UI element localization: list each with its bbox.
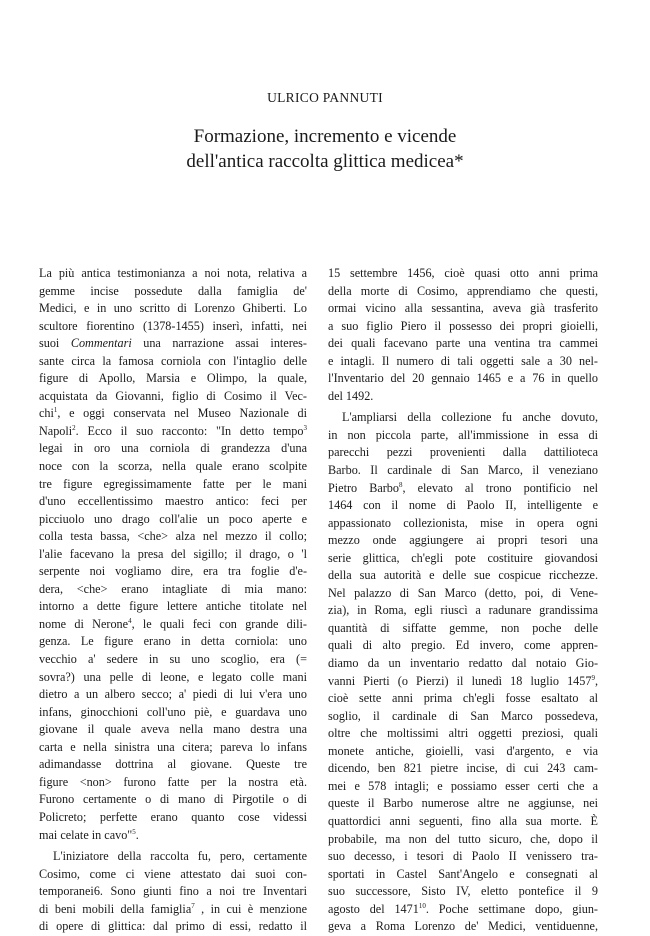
footnote-marker[interactable]: 4 bbox=[128, 616, 132, 625]
text-run: di beni mobili della famiglia bbox=[39, 901, 192, 916]
text-line: Cosimo, come ci viene attestato dai suoi con- bbox=[39, 866, 307, 881]
footnote-marker[interactable]: 2 bbox=[72, 423, 76, 432]
text-line: diamo da un inventario redatto dal notaio Gio- bbox=[328, 656, 598, 671]
text-line: legai in oro una corniola di grandezza d'una bbox=[39, 441, 307, 456]
text-run: Napoli bbox=[39, 423, 73, 438]
article-title bbox=[0, 124, 650, 174]
text-line: queste il Barbo numerose altre ne aggiunse, nei bbox=[328, 796, 598, 811]
text-line: probabile, ma non del tutto sicuro, che, dopo il bbox=[328, 831, 598, 846]
author-name: ULRICO PANNUTI bbox=[267, 90, 383, 105]
text-line bbox=[39, 335, 307, 353]
text-line: adimandasse dottrina al giovane. Queste tre bbox=[39, 757, 307, 772]
right-text-column bbox=[328, 265, 598, 936]
text-line: serpente noi vogliamo dire, era tra foglie d'e- bbox=[39, 564, 307, 579]
text-line: colla testa bassa, <che> alza nel mezzo il collo; bbox=[39, 529, 307, 544]
text-run: Pietro Barbo bbox=[328, 480, 399, 495]
text-line: quantità di siffatte gemme, non poche delle bbox=[328, 620, 598, 635]
text-line: figure <non> furono fatte per la nostra età. bbox=[39, 774, 307, 789]
text-run: chi bbox=[39, 406, 54, 421]
footnote-marker[interactable]: 5 bbox=[132, 827, 136, 836]
text-line: cioè sette anni prima ch'egli fosse esaltato al bbox=[328, 691, 598, 706]
text-run: , elevato al trono pontificio nel bbox=[402, 480, 598, 495]
text-line: 15 settembre 1456, cioè quasi otto anni prima bbox=[328, 266, 598, 280]
text-line bbox=[39, 405, 307, 423]
text-line: del 1492. bbox=[328, 388, 374, 403]
text-line bbox=[39, 827, 307, 845]
text-line: La più antica testimonianza a noi nota, relativa a bbox=[39, 266, 307, 280]
text-line: monete antiche, gioielli, vasi d'argento, e via bbox=[328, 743, 598, 758]
text-line: soglio, il cardinale di San Marco possedeva, bbox=[328, 708, 598, 723]
text-line: della sua autorità e delle sue cospicue ricchezze. bbox=[328, 568, 598, 583]
text-run: vanni Pierti (o Pierzi) il lunedì 18 luglio 1457 bbox=[328, 673, 592, 688]
text-line: acquistata da Giovanni, figlio di Cosimo il Vec- bbox=[39, 388, 307, 403]
text-line: geva a Roma Lorenzo de' Medici, ventiduenne, bbox=[328, 919, 598, 934]
text-line bbox=[39, 901, 307, 919]
text-line: zia), in Roma, egli riuscì a radunare grandissima bbox=[328, 603, 598, 618]
text-line: suo successore, Sisto IV, eletto pontefice il 9 bbox=[328, 884, 598, 899]
text-line: a suo figlio Piero il possesso dei propri gioielli, bbox=[328, 318, 598, 333]
text-line bbox=[328, 901, 598, 919]
text-line: carta e nella sinistra una citera; pareva lo infans bbox=[39, 739, 307, 754]
text-line: della morte di Cosimo, apprendiamo che questi, bbox=[328, 283, 598, 298]
text-line: Medici, e in uno scritto di Lorenzo Ghiberti. Lo bbox=[39, 301, 307, 316]
text-line: dera, <che> erano intagliate di mia mano: bbox=[39, 581, 307, 596]
text-line: Policreto; perfette erano quanto cose videssi bbox=[39, 809, 307, 824]
text-run: suoi bbox=[39, 336, 71, 351]
text-line bbox=[39, 423, 307, 441]
text-line: dietro a un albero secco; a' piedi di lui v'era uno bbox=[39, 687, 307, 702]
text-line: infans, ginocchioni coll'uno piè, e guardava uno bbox=[39, 704, 307, 719]
text-run: , bbox=[594, 673, 598, 688]
text-line: Furono certamente o di mano di Pirgotile o di bbox=[39, 792, 307, 807]
text-line: d'uno eccellentissimo maestro antico: feci per bbox=[39, 494, 307, 509]
text-run: , le quali feci con grande dili- bbox=[131, 616, 307, 631]
text-line: l'alie facevano la presa del sigillo; il drago, o 'l bbox=[39, 546, 307, 561]
text-line: in non piccola parte, all'immissione in essa di bbox=[328, 427, 598, 442]
text-line bbox=[328, 480, 598, 498]
text-line: l'Inventario del 20 gennaio 1465 e a 76 in quello bbox=[328, 371, 598, 386]
text-line: L'iniziatore della raccolta fu, pero, certamente bbox=[53, 849, 307, 864]
text-line: e intagli. Il numero di tali oggetti sale a 30 nel- bbox=[328, 353, 598, 368]
text-run: , in cui è menzione bbox=[194, 901, 307, 916]
text-run: agosto del 1471 bbox=[328, 901, 419, 916]
text-run: , e oggi conservata nel Museo Nazionale di bbox=[57, 406, 307, 421]
text-line: dicendo, ben 821 pietre incise, di cui 243 cam- bbox=[328, 761, 598, 776]
footnote-marker[interactable]: 1 bbox=[53, 406, 58, 415]
text-line: sante circa la famosa corniola con l'intaglio delle bbox=[39, 353, 307, 368]
text-line: Nel palazzo di San Marco (detto, poi, di Vene- bbox=[328, 585, 598, 600]
text-line: quattordici anni seguenti, fino alla sua morte. È bbox=[328, 813, 598, 828]
left-text-column bbox=[39, 265, 307, 936]
footnote-marker[interactable]: 9 bbox=[591, 673, 595, 682]
title-line: Formazione, incremento e vicende bbox=[193, 126, 457, 147]
footnote-marker[interactable]: 8 bbox=[399, 480, 403, 489]
footnote-marker[interactable]: 10 bbox=[418, 901, 426, 910]
text-line bbox=[328, 673, 598, 691]
text-line: genza. Le figure erano in detta corniola: uno bbox=[39, 634, 307, 649]
text-line: sovra?) una pelle di leone, e legato colle mani bbox=[39, 669, 307, 684]
text-line: parecchi pezzi provenienti dalla dattilioteca bbox=[328, 445, 598, 460]
text-line: appassionato collezionista, mise in opera ogni bbox=[328, 515, 598, 530]
text-line: 1464 con il nome di Paolo II, intelligente e bbox=[328, 498, 598, 513]
text-line: figure di Apollo, Marsia e Olimpo, la quale, bbox=[39, 371, 307, 386]
text-line: dei quali facevano parte una ventina tra cammei bbox=[328, 336, 598, 351]
text-line: di opere di glittica: dal primo di essi, redatto il bbox=[39, 919, 307, 934]
text-run: nome di Nerone bbox=[39, 616, 129, 631]
text-line: oltre che moltissimi altri oggetti preziosi, quali bbox=[328, 726, 598, 741]
text-line: mezzo onde aggiungere ai propri tesori una bbox=[328, 533, 598, 548]
italic-title: Commentari bbox=[70, 336, 132, 351]
text-line bbox=[39, 616, 307, 634]
text-line: gemme incise possedute dalla famiglia de' bbox=[39, 283, 307, 298]
footnote-marker[interactable]: 3 bbox=[303, 423, 307, 432]
text-line: L'ampliarsi della collezione fu anche dovuto, bbox=[342, 410, 598, 425]
text-line: suo decesso, i tesori di Paolo II venissero tra- bbox=[328, 849, 598, 864]
text-line: temporanei6. Sono giunti fino a noi tre Inventari bbox=[39, 884, 307, 899]
text-line: tre figure egregissimamente fatte per le mani bbox=[39, 476, 307, 491]
text-line: mei e 578 intagli; e possiamo esser certi che a bbox=[328, 778, 598, 793]
text-line: sportati in Castel Sant'Angelo e consegnati al bbox=[328, 866, 598, 881]
text-line: ormai vicino alla sessantina, aveva già trasferito bbox=[328, 301, 598, 316]
title-line: dell'antica raccolta glittica medicea* bbox=[186, 151, 464, 172]
text-line: intorno a dette figure lettere antiche titolate nel bbox=[39, 599, 307, 614]
text-run: . Ecco il suo racconto: "In detto tempo bbox=[75, 423, 304, 438]
text-line: noce con la scorza, nella quale erano scolpite bbox=[39, 459, 307, 474]
footnote-marker[interactable]: 7 bbox=[191, 901, 195, 910]
text-line: serie glittica, ch'egli pote costituire giovandosi bbox=[328, 550, 598, 565]
text-run: mai celate in cavo" bbox=[39, 827, 133, 842]
text-line: vecchio a' sedere in su uno scoglio, era (= bbox=[39, 652, 307, 667]
text-run: . Poche settimane dopo, giun- bbox=[425, 901, 598, 916]
text-line: quali di alto pregio. Ed invero, come appren- bbox=[328, 638, 598, 653]
text-line: scultore fiorentino (1378-1455) inserì, infatti, nei bbox=[39, 318, 307, 333]
text-run: . bbox=[135, 827, 139, 842]
text-run: una narrazione assai interes- bbox=[131, 336, 307, 351]
text-line: giovane il quale aveva nella mano destra una bbox=[39, 722, 307, 737]
text-line: picciuolo uno drago coll'alie un poco aperte e bbox=[39, 511, 307, 526]
text-line: Barbo. Il cardinale di San Marco, il veneziano bbox=[328, 463, 598, 478]
